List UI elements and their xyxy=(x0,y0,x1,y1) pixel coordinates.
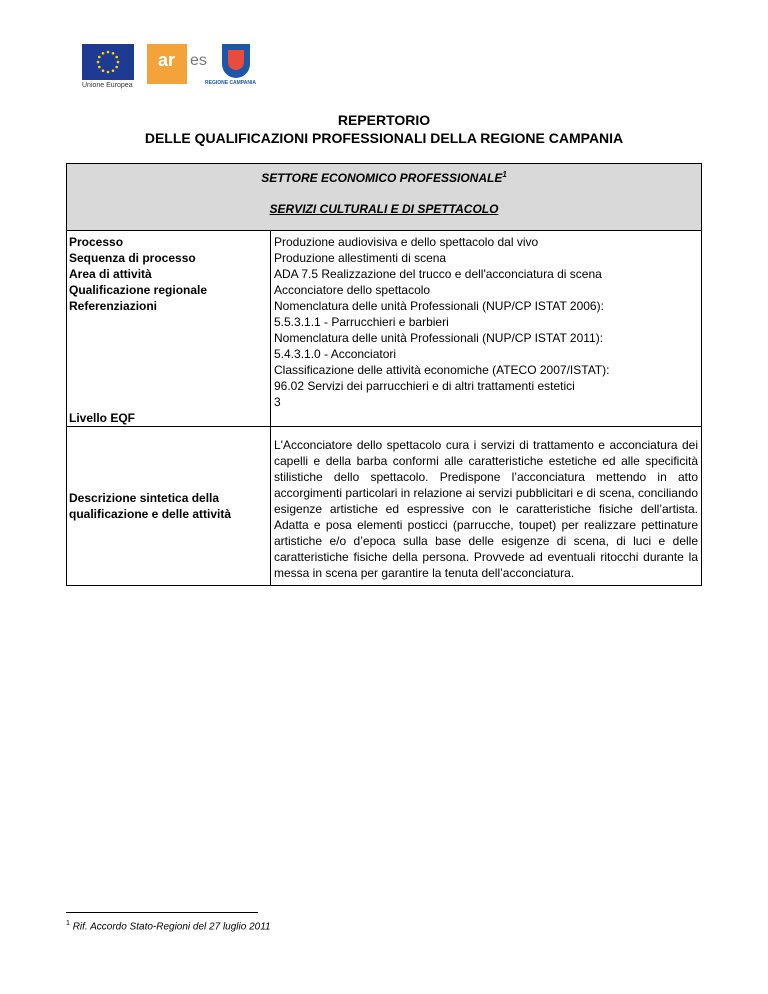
eqf-value: 3 xyxy=(274,395,281,409)
description-label xyxy=(67,427,271,586)
processo-value: Produzione audiovisiva e dello spettacolo dal vivo xyxy=(274,235,539,249)
ref-line: 5.4.3.1.0 - Acconciatori xyxy=(274,347,397,361)
qualificazione-value: Acconciatore dello spettacolo xyxy=(274,283,431,297)
qualificazione-label: Qualificazione regionale xyxy=(69,283,208,297)
description-label-line-1: Descrizione sintetica della xyxy=(69,491,220,505)
title-line-1: REPERTORIO xyxy=(337,112,431,128)
sequenza-label: Sequenza di processo xyxy=(69,251,196,265)
referenziazioni-label: Referenziazioni xyxy=(69,299,158,313)
document-title xyxy=(0,111,768,147)
ref-line: Nomenclatura delle unità Professionali (NUP/CP ISTAT 2006): xyxy=(274,299,604,313)
label-column xyxy=(67,231,271,427)
arlas-logo-text-2: es xyxy=(190,52,207,69)
sector-header xyxy=(67,164,702,231)
ref-line: Nomenclatura delle unità Professionali (NUP/CP ISTAT 2011): xyxy=(274,331,604,345)
eqf-label: Livello EQF xyxy=(69,411,136,425)
footnote xyxy=(66,920,271,932)
ref-line: 96.02 Servizi dei parrucchieri e di altri trattamenti estetici xyxy=(274,379,575,393)
campania-caption: REGIONE CAMPANIA xyxy=(205,80,257,86)
processo-label: Processo xyxy=(69,235,124,249)
footnote-separator xyxy=(66,912,258,913)
header-logos xyxy=(0,44,768,94)
eu-caption: Unione Europea xyxy=(82,82,133,89)
description-label-line-2: qualificazione e delle attività xyxy=(69,507,232,521)
area-value: ADA 7.5 Realizzazione del trucco e dell'acconciatura di scena xyxy=(274,267,602,281)
description-value: L'Acconciatore dello spettacolo cura i servizi di trattamento e acconciatura dei capelli e della barba conformi alle caratteristiche estetiche ed alle specificità stilistiche dello spettacolo. Predispone l’acconciatura mettendo in atto accorgimenti particolari in relazione ai servizi pubblicitari e di scena, conciliando esigenze artistiche ed espressive con le caratteristiche fisiche dell’artista. Adatta e posa elementi posticci (parrucche, toupet) per realizzare pettinature artistiche e/o d’epoca sulla base delle esigenze di scena, di luci e delle caratteristiche fisiche della persona. Provvede ad eventuali ritocchi durante la messa in scena per garantire la tenuta dell’acconciatura. xyxy=(271,427,702,586)
footnote-mark: 1 xyxy=(66,920,70,927)
area-label: Area di attività xyxy=(69,267,152,281)
regione-campania-logo xyxy=(222,44,250,78)
value-column xyxy=(271,231,702,427)
ref-line: Classificazione delle attività economiche (ATECO 2007/ISTAT): xyxy=(274,363,610,377)
ref-line: 5.5.3.1.1 - Parrucchieri e barbieri xyxy=(274,315,449,329)
qualification-table xyxy=(66,163,702,586)
title-line-2: DELLE QUALIFICAZIONI PROFESSIONALI DELLA REGIONE CAMPANIA xyxy=(144,130,624,146)
sector-heading: SETTORE ECONOMICO PROFESSIONALE$^1$ xyxy=(261,170,507,185)
footnote-ref: 1 xyxy=(502,170,507,179)
footnote-text: Rif. Accordo Stato-Regioni del 27 luglio 2011 xyxy=(72,921,271,933)
sector-name: SERVIZI CULTURALI E DI SPETTACOLO xyxy=(269,202,499,216)
sequenza-value: Produzione allestimenti di scena xyxy=(274,251,447,265)
arlas-logo-text: ar xyxy=(158,50,176,70)
eu-flag-logo xyxy=(82,44,134,80)
